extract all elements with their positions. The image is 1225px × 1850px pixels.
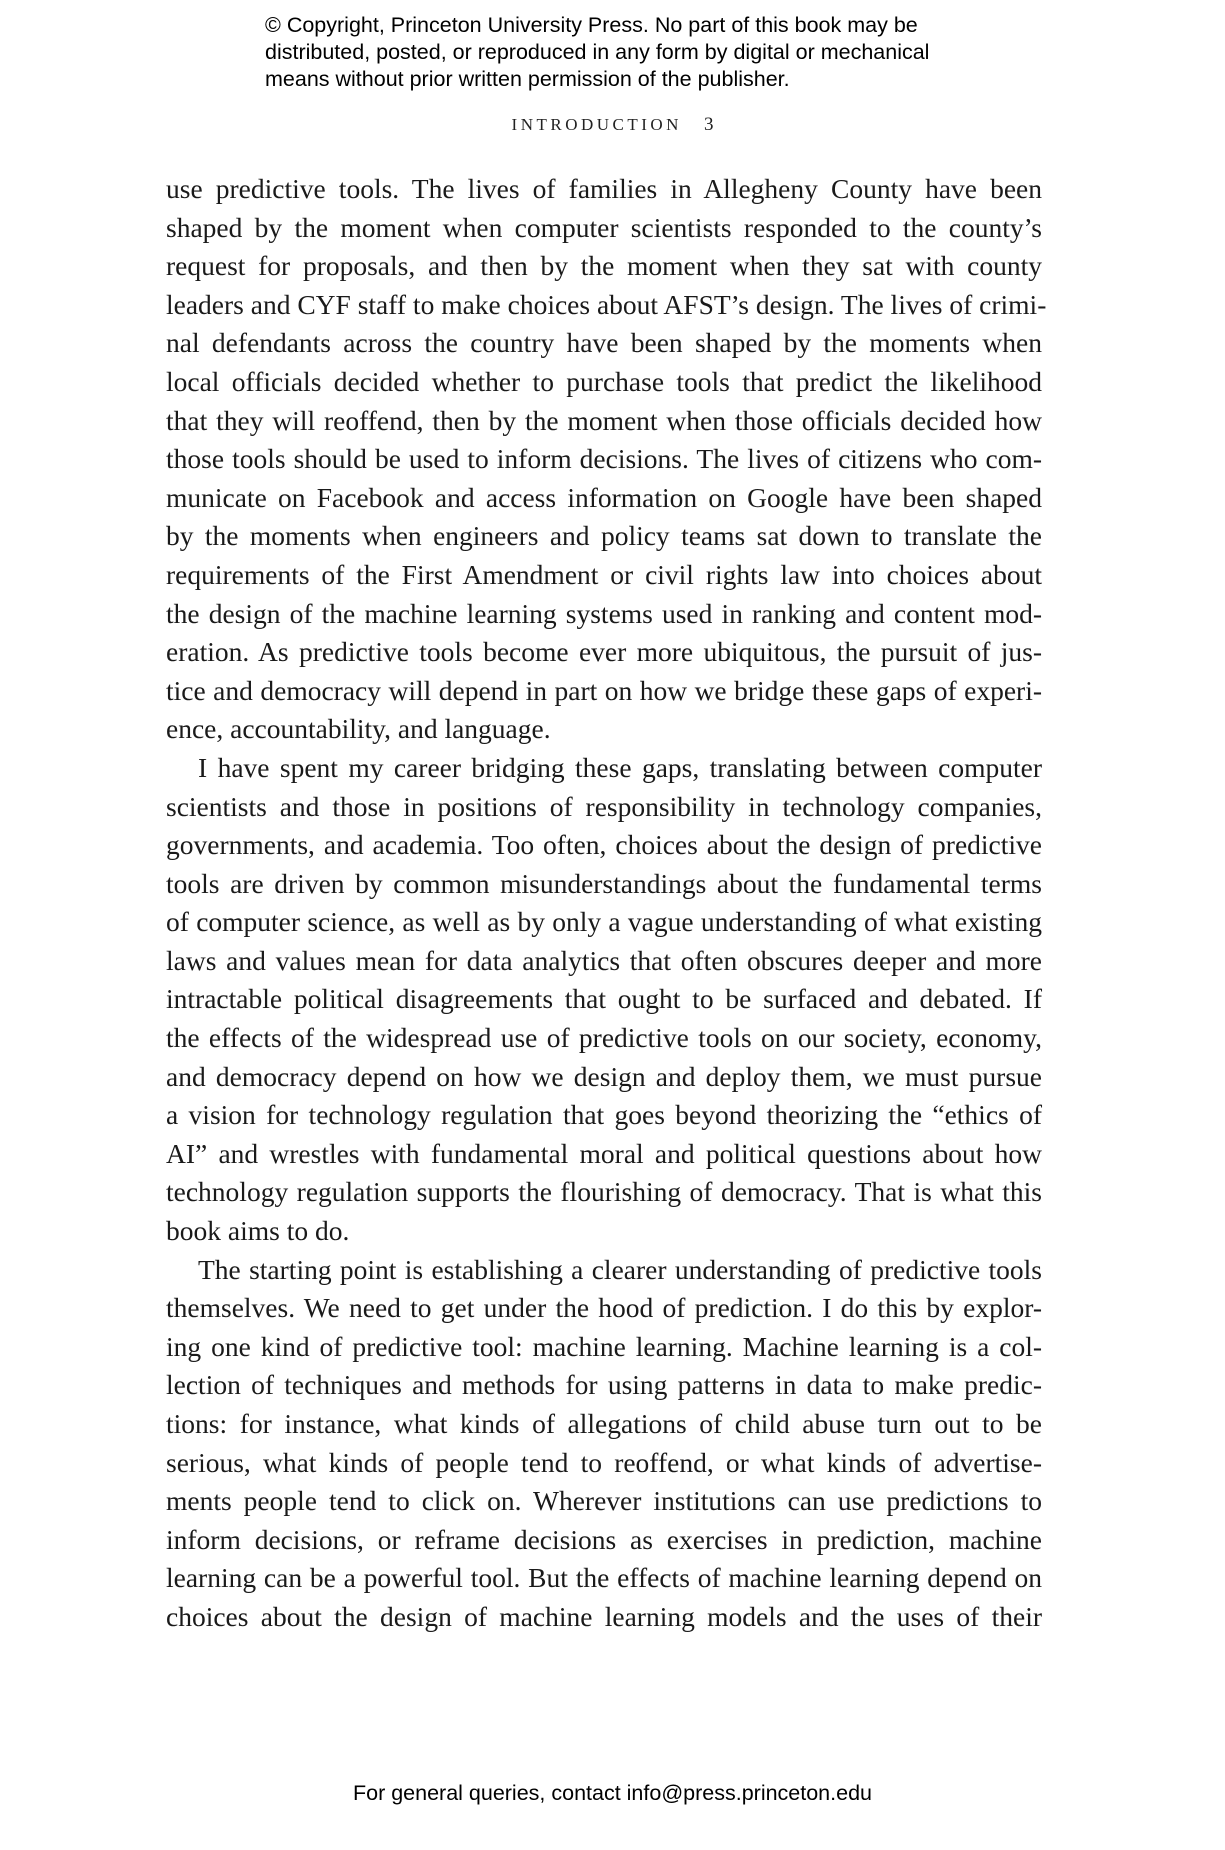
- text-line: eration. As predictive tools become ever more ubiquitous, the pursuit of jus-: [166, 636, 1042, 668]
- text-line: ing one kind of predictive tool: machine learning. Machine learning is a col-: [166, 1330, 1042, 1362]
- text-line: serious, what kinds of people tend to reoffend, or what kinds of advertise-: [166, 1446, 1042, 1478]
- chapter-title: INTRODUCTION: [511, 115, 682, 134]
- text-line: lection of techniques and methods for using patterns in data to make predic-: [166, 1369, 1042, 1401]
- copyright-line: distributed, posted, or reproduced in any form by digital or mechanical: [265, 40, 930, 64]
- text-line: by the moments when engineers and policy teams sat down to translate the: [166, 520, 1042, 552]
- paragraph: [166, 170, 1047, 749]
- text-line: the effects of the widespread use of predictive tools on our society, economy,: [166, 1022, 1042, 1054]
- text-line: governments, and academia. Too often, choices about the design of predictive: [166, 829, 1042, 861]
- running-head: [0, 114, 1225, 136]
- text-line: and democracy depend on how we design and deploy them, we must pursue: [166, 1060, 1042, 1092]
- copyright-line: means without prior written permission of the publisher.: [265, 67, 790, 91]
- text-line: leaders and CYF staff to make choices about AFST’s design. The lives of crimi-: [166, 288, 1047, 320]
- text-line: municate on Facebook and access information on Google have been shaped: [166, 481, 1042, 513]
- text-line: scientists and those in positions of responsibility in technology companies,: [166, 790, 1042, 822]
- text-line: requirements of the First Amendment or civil rights law into choices about: [166, 558, 1042, 590]
- text-line: inform decisions, or reframe decisions as exercises in prediction, machine: [166, 1523, 1042, 1555]
- text-line: ence, accountability, and language.: [166, 713, 551, 745]
- paragraph: [166, 1251, 1042, 1637]
- body-text: [166, 170, 1047, 1637]
- text-line: themselves. We need to get under the hood of prediction. I do this by explor-: [166, 1292, 1042, 1324]
- text-line: technology regulation supports the flourishing of democracy. That is what this: [166, 1176, 1042, 1208]
- text-line: those tools should be used to inform decisions. The lives of citizens who com-: [166, 443, 1042, 475]
- text-line: choices about the design of machine learning models and the uses of their: [166, 1600, 1042, 1632]
- copyright-notice: [265, 12, 1025, 93]
- text-line: tools are driven by common misunderstandings about the fundamental terms: [166, 867, 1042, 899]
- text-line: tice and democracy will depend in part on how we bridge these gaps of experi-: [166, 674, 1042, 706]
- copyright-line: © Copyright, Princeton University Press. No part of this book may be: [265, 13, 918, 37]
- text-line: laws and values mean for data analytics that often obscures deeper and more: [166, 944, 1042, 976]
- text-line: the design of the machine learning systems used in ranking and content mod-: [166, 597, 1042, 629]
- text-line: I have spent my career bridging these gaps, translating between computer: [198, 751, 1042, 783]
- text-line: that they will reoffend, then by the moment when those officials decided how: [166, 404, 1042, 436]
- footer-contact: For general queries, contact info@press.princeton.edu: [352, 1781, 872, 1805]
- text-line: learning can be a powerful tool. But the effects of machine learning depend on: [166, 1562, 1042, 1594]
- text-line: intractable political disagreements that ought to be surfaced and debated. If: [166, 983, 1042, 1015]
- text-line: AI” and wrestles with fundamental moral and political questions about how: [166, 1137, 1042, 1169]
- text-line: use predictive tools. The lives of families in Allegheny County have been: [166, 173, 1042, 204]
- text-line: The starting point is establishing a clearer understanding of predictive tools: [198, 1253, 1042, 1285]
- text-line: of computer science, as well as by only a vague understanding of what existing: [166, 906, 1042, 938]
- text-line: tions: for instance, what kinds of allegations of child abuse turn out to be: [166, 1408, 1042, 1439]
- page-number: 3: [703, 114, 714, 135]
- text-line: nal defendants across the country have been shaped by the moments when: [166, 327, 1042, 359]
- text-line: a vision for technology regulation that goes beyond theorizing the “ethics of: [166, 1099, 1042, 1131]
- text-line: book aims to do.: [166, 1215, 350, 1247]
- text-line: shaped by the moment when computer scientists responded to the county’s: [166, 211, 1042, 243]
- text-line: ments people tend to click on. Wherever institutions can use predictions to: [166, 1485, 1042, 1517]
- text-line: request for proposals, and then by the moment when they sat with county: [166, 250, 1042, 282]
- text-line: local officials decided whether to purchase tools that predict the likelihood: [166, 365, 1042, 397]
- paragraph: [166, 749, 1042, 1251]
